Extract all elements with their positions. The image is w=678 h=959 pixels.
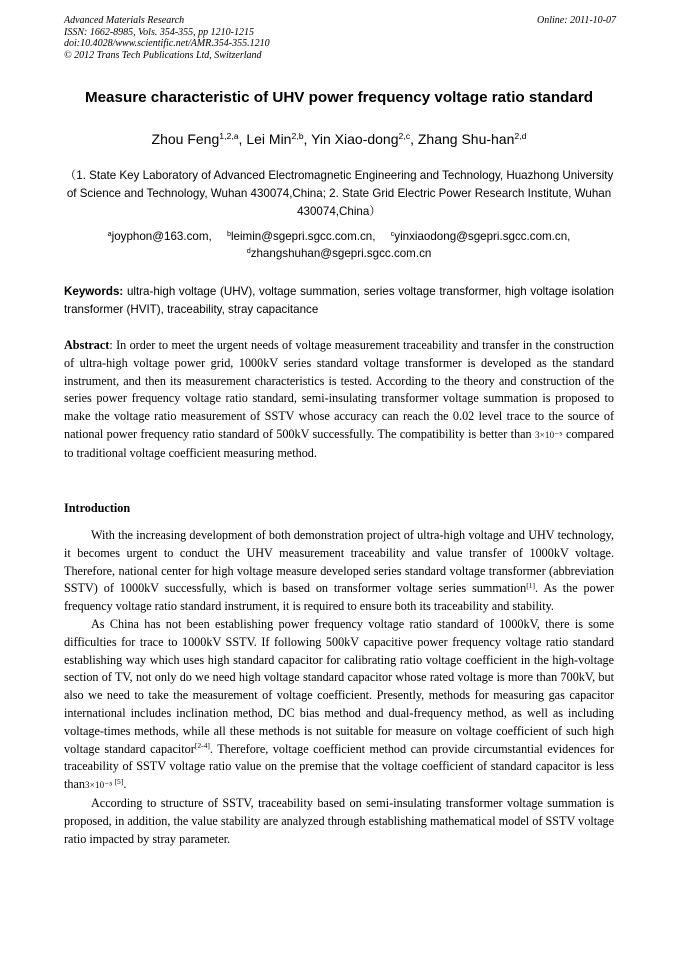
keywords-text: ultra-high voltage (UHV), voltage summation, series voltage transformer, high voltage isolation transformer (HVIT), traceability, stray capacitance bbox=[64, 285, 614, 316]
paragraph: According to structure of SSTV, traceability based on semi-insulating transformer voltage summation is proposed, in addition, the value stability are analyzed through establishing mathematical model of SSTV voltage ratio impacted by stray parameter. bbox=[64, 795, 614, 846]
abstract-label: Abstract bbox=[64, 338, 110, 352]
math-expression: 3×10⁻⁵ bbox=[534, 429, 563, 440]
keywords bbox=[64, 283, 614, 319]
author: Zhang Shu-han$^{2,d}$ bbox=[417, 131, 527, 147]
author: Zhou Feng$^{1,2,a}$, bbox=[151, 131, 247, 147]
section-heading-introduction: Introduction bbox=[64, 501, 131, 515]
journal-name: Advanced Materials Research bbox=[64, 15, 185, 26]
author: Yin Xiao-dong$^{2,c}$, bbox=[311, 131, 418, 147]
author-list bbox=[40, 131, 638, 147]
math-expression: 3×10⁻⁵ bbox=[84, 780, 113, 791]
author: Lei Min$^{2,b}$, bbox=[246, 131, 312, 147]
email-b: $^b$leimin@sgepri.sgcc.com.cn, bbox=[226, 229, 376, 243]
affiliations: （1. State Key Laboratory of Advanced Electromagnetic Engineering and Technology, Huazhong University of Science and Technology, Wuhan 430074,China; 2. State Grid Electric Power Research Institute, Wuhan 430074,China） bbox=[64, 169, 614, 218]
abstract: Abstract: In order to meet the urgent needs of voltage measurement traceability and transfer in the construction of ultra-high voltage power grid, 1000kV series standard voltage transformer is developed as the standard instrument, and then its measurement characteristics is tested. According to the theory and construction of the series power frequency voltage ratio standard, semi-insulating transformer voltage summation is proposed to make the voltage ratio measurement of SSTV whose accuracy can reach the 0.02 level trace to the source of national power frequency ratio standard of 500kV successfully. The compatibility is better than 3×10⁻⁵ compared to traditional voltage coefficient measuring method. bbox=[64, 338, 614, 460]
paragraph: With the increasing development of both demonstration project of ultra-high voltage and UHV technology, it becomes urgent to conduct the UHV measurement traceability and value transfer of 1000kV voltage. Therefore, national center for high voltage measure developed series standard voltage transformer (abbreviation SSTV) of 1000kV successfully, which is based on transformer voltage series summation[1]. As the power frequency voltage ratio standard instrument, it is required to ensure both its traceability and stability. bbox=[64, 528, 614, 614]
introduction-body bbox=[64, 527, 614, 848]
paper-title: Measure characteristic of UHV power frequency voltage ratio standard bbox=[84, 89, 594, 106]
citation: [5] bbox=[112, 777, 124, 786]
citation: [1] bbox=[526, 581, 536, 591]
email-d: $^d$zhangshuhan@sgepri.sgcc.com.cn bbox=[246, 246, 432, 260]
citation: [2-4] bbox=[194, 741, 210, 751]
issn-line: ISSN: 1662-8985, Vols. 354-355, pp 1210-1215 bbox=[64, 26, 254, 38]
journal-header bbox=[64, 15, 616, 61]
doi-line: doi:10.4028/www.scientific.net/AMR.354-355.1210 bbox=[64, 38, 270, 49]
online-date: Online: 2011-10-07 bbox=[537, 15, 616, 26]
email-a: $^a$joyphon@163.com, bbox=[107, 229, 212, 243]
author-emails bbox=[64, 228, 614, 262]
email-c: $^c$yinxiaodong@sgepri.sgcc.com.cn, bbox=[390, 229, 571, 243]
copyright-line: © 2012 Trans Tech Publications Ltd, Switzerland bbox=[64, 49, 262, 61]
paragraph: As China has not been establishing power frequency voltage ratio standard of 1000kV, there is some difficulties for trace to 1000kV SSTV. If following 500kV capacitive power frequency voltage ratio standard establishing way which uses high standard capacitor for calibrating ratio voltage coefficient in the high-voltage section of TV, not only do we need high voltage standard capacitor whose rated voltage is more than 700kV, but also we need to take the measurement of voltage coefficient. Presently, methods for measuring gas capacitor international includes inclination method, DC bias method and dual-frequency method, as well as including voltage-times methods, while all these methods is not suitable for measure on voltage coefficient of such high voltage standard capacitor[2-4]. Therefore, voltage coefficient method can provide circumstantial evidences for traceability of SSTV voltage ratio value on the premise that the voltage coefficient of standard capacitor is less than3×10⁻⁵ [5]. bbox=[64, 616, 614, 792]
keywords-label: Keywords: bbox=[64, 285, 124, 298]
